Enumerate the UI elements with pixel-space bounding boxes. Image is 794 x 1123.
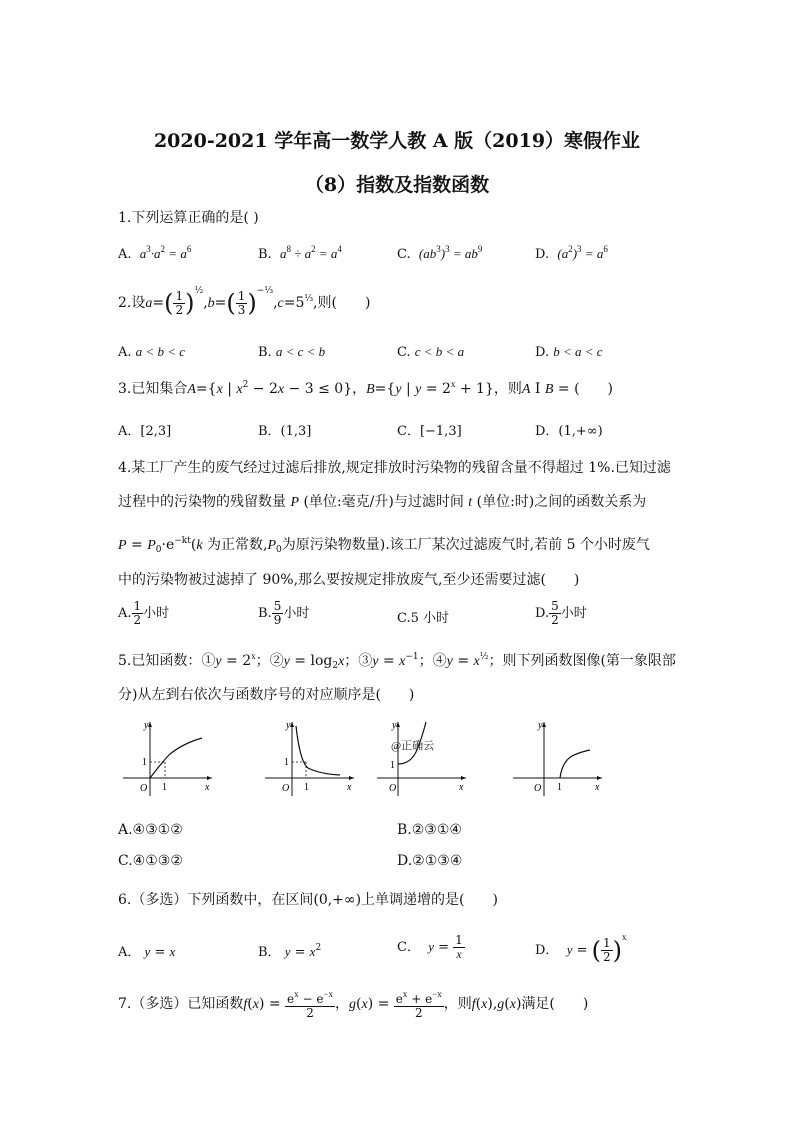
question-5-line-1: 5.已知函数：①y = $2^x$；②y = $\log_2x$；③y = $x^{-1}$；④y = $x^{\frac{1}{2}}$；则下列函数图像(第一象限部: [118, 651, 676, 671]
graph-2-origin: O: [282, 783, 290, 794]
question-4-line-2: 过程中的污染物的残留数量 P (单位:毫克/升)与过滤时间 t (单位:时)之间的函数关系为: [118, 494, 647, 510]
question-4-line-4: 中的污染物被过滤掉了 90%,那么要按规定排放废气,至少还需要过滤( ): [118, 572, 580, 588]
graph-3-x-label: x: [459, 782, 464, 793]
page-title: 2020-2021 学年高一数学人教 A 版（2019）寒假作业: [153, 130, 641, 152]
graph-3-origin: O: [389, 783, 397, 794]
question-2-stem: 2.设a=( $\frac{1}{2}$ )$^{\frac{1}{2}}$,b=( $\frac{1}{3}$ )$^{-\frac{1}{3}},c=5^{\frac{1}{3}}$,则( ): [118, 286, 371, 317]
question-1-option-b: B. $a^8 \div a^2 = a^4$: [258, 244, 342, 262]
graph-4: [508, 716, 608, 802]
question-6-option-d: D． y = ( $\frac{1}{2}$ )$^x$: [535, 932, 627, 965]
graph-1-tick-y: 1: [142, 757, 147, 768]
graph-1-x-label: x: [205, 782, 210, 793]
question-5-line-2: 分)从左到右依次与函数序号的对应顺序是( ): [118, 687, 415, 703]
question-5-option-d: D.②①③④: [397, 853, 463, 869]
question-1-stem: 1.下列运算正确的是( ): [118, 210, 259, 226]
graph-4-origin: O: [534, 783, 542, 794]
question-2-option-b: B. a < c < b: [258, 344, 326, 360]
graph-2-y-label: y: [286, 720, 291, 731]
question-1-option-c: C. $(ab^3)^3 = ab^9$: [397, 244, 483, 262]
graph-1: [118, 716, 218, 802]
question-3-option-a: A．[2,3]: [118, 424, 172, 439]
question-6-option-a: A． y = x: [118, 944, 176, 960]
question-4-line-3: $P = P_0\cdot e^{-kt}(k$ 为正常数$,P_0$为原污染物数量).该工厂某次过滤废气时,若前 5 个小时废气: [118, 536, 650, 555]
question-4-option-b: B. $\frac{5}{9}$ 小时: [258, 599, 310, 627]
graph-2: [260, 716, 360, 802]
page-subtitle: （8）指数及指数函数: [304, 174, 490, 196]
question-1-option-d: D. $(a^2)^3 = a^6$: [535, 244, 608, 262]
question-2-option-d: D. b < a < c: [535, 344, 603, 360]
question-6-option-b: B． $y = x^2$: [258, 943, 322, 960]
question-4-line-1: 4.某工厂产生的废气经过过滤后排放,规定排放时污染物的残留含量不得超过 1%.已知过滤: [118, 460, 671, 476]
graph-4-x-label: x: [595, 782, 600, 793]
graph-1-tick-x: 1: [162, 782, 167, 793]
graph-2-tick-y: 1: [284, 757, 289, 768]
question-1-option-a: A. $a^3\cdot a^2 = a^6$: [118, 244, 192, 262]
question-5-option-a: A.④③①②: [118, 822, 183, 838]
question-3-option-d: D．(1,+∞): [535, 424, 603, 439]
graph-1-origin: O: [140, 783, 148, 794]
graph-3-y-label: y: [392, 720, 397, 731]
question-3-option-b: B．(1,3]: [258, 424, 312, 439]
graph-2-tick-x: 1: [304, 782, 309, 793]
question-2-option-c: C. c < b < a: [397, 344, 465, 360]
question-4-option-a: A. $\frac{1}{2}$ 小时: [118, 599, 170, 627]
watermark-text: @正确云: [391, 740, 435, 752]
question-2-option-a: A. a < b < c: [118, 344, 185, 360]
question-7-stem: 7.（多选）已知函数f(x) = $\frac{e^x - e^{-x}}{2}$ ，g(x) = $\frac{e^x + e^{-x}}{2}$ ，则f(x),g(x)满足( ): [118, 989, 589, 1020]
question-5-option-b: B.②③①④: [397, 822, 462, 838]
question-3-option-c: C．[−1,3]: [397, 424, 462, 439]
question-6-option-c: C． y = $\frac{1}{x}$: [397, 933, 463, 961]
question-4-option-d: D. $\frac{5}{2}$ 小时: [535, 599, 587, 627]
question-6-stem: 6.（多选）下列函数中，在区间(0,+∞)上单调递增的是( ): [118, 892, 498, 908]
graph-1-y-label: y: [144, 720, 149, 731]
graph-3: [372, 716, 472, 802]
question-5-option-c: C.④①③②: [118, 853, 183, 869]
graph-4-y-label: y: [538, 720, 543, 731]
question-4-option-c: C.5 小时: [397, 611, 450, 626]
graph-2-x-label: x: [347, 782, 352, 793]
graph-3-tick-y: 1: [390, 760, 395, 771]
graph-4-tick-x: 1: [557, 782, 562, 793]
question-3-stem: 3.已知集合A={x | $x^2 - 2x - 3 \le 0$}，B={y | $y = 2^x + 1$}，则A I B = ( ): [118, 379, 614, 397]
